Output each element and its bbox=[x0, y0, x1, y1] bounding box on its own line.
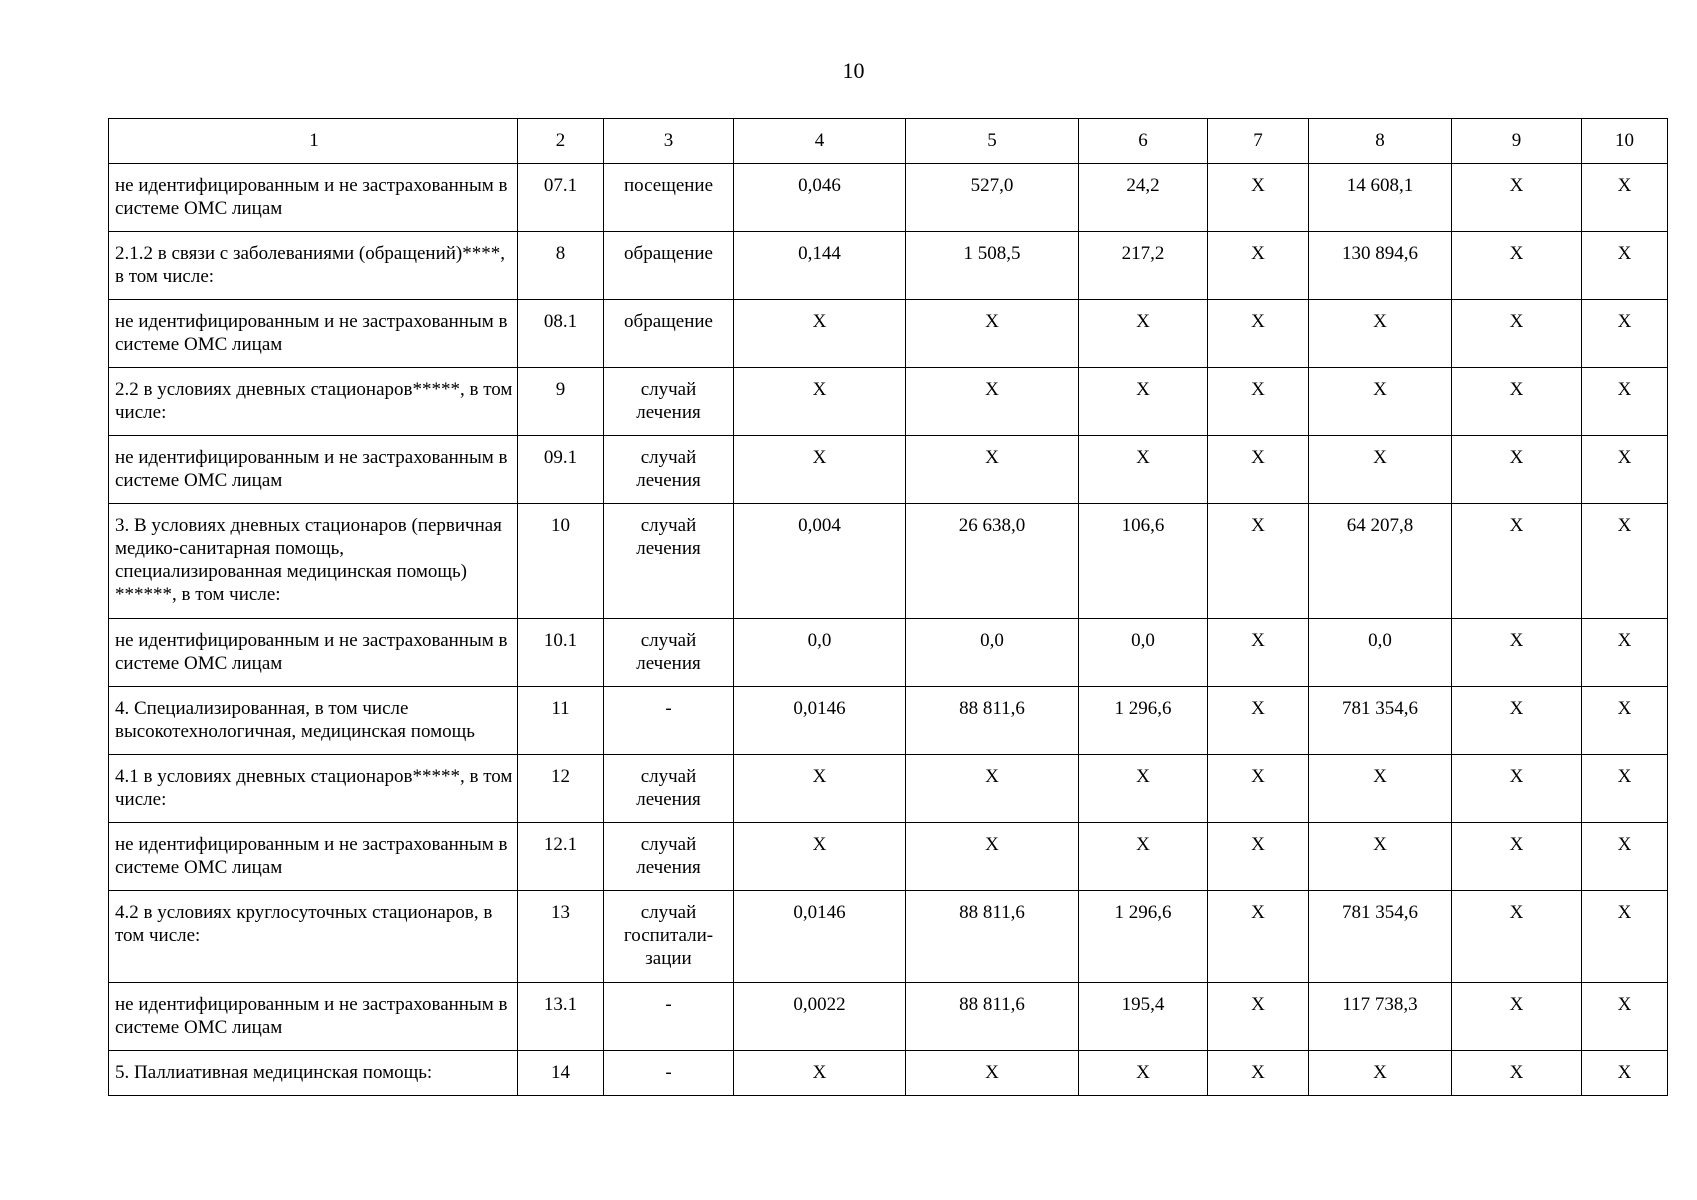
table-cell: 0,0022 bbox=[734, 983, 906, 1051]
header-cell: 1 bbox=[109, 119, 518, 164]
table-cell: 2.2 в условиях дневных стационаров*****, в том числе: bbox=[109, 368, 518, 436]
table-cell: Х bbox=[1208, 983, 1309, 1051]
table-row bbox=[109, 1051, 1668, 1096]
header-cell: 2 bbox=[518, 119, 604, 164]
table-cell: - bbox=[604, 1051, 734, 1096]
table-cell: Х bbox=[1208, 891, 1309, 983]
table-cell: 9 bbox=[518, 368, 604, 436]
table-cell: Х bbox=[1582, 504, 1668, 619]
table-cell: Х bbox=[1582, 823, 1668, 891]
table-row bbox=[109, 232, 1668, 300]
table-cell: Х bbox=[1079, 300, 1208, 368]
table-cell: 14 608,1 bbox=[1309, 164, 1452, 232]
header-cell: 6 bbox=[1079, 119, 1208, 164]
table-cell: Х bbox=[1582, 619, 1668, 687]
table-cell: 88 811,6 bbox=[906, 891, 1079, 983]
header-row bbox=[109, 119, 1668, 164]
table-cell: Х bbox=[1582, 436, 1668, 504]
table-cell: 4.2 в условиях круглосуточных стационаров, в том числе: bbox=[109, 891, 518, 983]
table-cell: 0,0146 bbox=[734, 891, 906, 983]
table-cell: 0,0 bbox=[906, 619, 1079, 687]
header-cell: 4 bbox=[734, 119, 906, 164]
table-cell: 5. Паллиативная медицинская помощь: bbox=[109, 1051, 518, 1096]
table-cell: Х bbox=[1452, 1051, 1582, 1096]
table-cell: 0,0146 bbox=[734, 687, 906, 755]
table-cell: Х bbox=[1582, 755, 1668, 823]
table-cell: Х bbox=[734, 823, 906, 891]
table-cell: Х bbox=[906, 1051, 1079, 1096]
table-cell: 1 296,6 bbox=[1079, 891, 1208, 983]
table-cell: не идентифицированным и не застрахованным в системе ОМС лицам bbox=[109, 300, 518, 368]
table-cell: Х bbox=[906, 368, 1079, 436]
data-table bbox=[108, 118, 1668, 1096]
table-cell: 13.1 bbox=[518, 983, 604, 1051]
table-cell: Х bbox=[1309, 823, 1452, 891]
table-cell: 88 811,6 bbox=[906, 687, 1079, 755]
table-cell: 12 bbox=[518, 755, 604, 823]
table-cell: 10 bbox=[518, 504, 604, 619]
table-cell: Х bbox=[1079, 1051, 1208, 1096]
header-cell: 3 bbox=[604, 119, 734, 164]
table-cell: Х bbox=[1079, 436, 1208, 504]
table-row bbox=[109, 891, 1668, 983]
table-cell: случай лечения bbox=[604, 504, 734, 619]
table-cell: 64 207,8 bbox=[1309, 504, 1452, 619]
table-cell: Х bbox=[1452, 368, 1582, 436]
table-cell: 117 738,3 bbox=[1309, 983, 1452, 1051]
table-cell: Х bbox=[1079, 755, 1208, 823]
table-cell: обращение bbox=[604, 300, 734, 368]
table-cell: 8 bbox=[518, 232, 604, 300]
table-cell: 88 811,6 bbox=[906, 983, 1079, 1051]
table-cell: 781 354,6 bbox=[1309, 891, 1452, 983]
table-row bbox=[109, 164, 1668, 232]
table-cell: 4.1 в условиях дневных стационаров*****, в том числе: bbox=[109, 755, 518, 823]
table-cell: Х bbox=[1452, 823, 1582, 891]
table-cell: Х bbox=[1582, 983, 1668, 1051]
table-cell: 0,0 bbox=[734, 619, 906, 687]
header-cell: 8 bbox=[1309, 119, 1452, 164]
table-cell: - bbox=[604, 983, 734, 1051]
header-cell: 9 bbox=[1452, 119, 1582, 164]
table-cell: Х bbox=[906, 823, 1079, 891]
table-cell: 13 bbox=[518, 891, 604, 983]
table-cell: Х bbox=[1452, 983, 1582, 1051]
table-row bbox=[109, 823, 1668, 891]
table-cell: Х bbox=[1208, 619, 1309, 687]
header-cell: 7 bbox=[1208, 119, 1309, 164]
table-row bbox=[109, 983, 1668, 1051]
table-cell: Х bbox=[906, 755, 1079, 823]
table-cell: Х bbox=[1309, 436, 1452, 504]
table-cell: 195,4 bbox=[1079, 983, 1208, 1051]
table-cell: Х bbox=[906, 436, 1079, 504]
table-cell: 10.1 bbox=[518, 619, 604, 687]
table-cell: Х bbox=[1452, 164, 1582, 232]
table-cell: случай лечения bbox=[604, 619, 734, 687]
table-cell: 26 638,0 bbox=[906, 504, 1079, 619]
table-cell: Х bbox=[1582, 1051, 1668, 1096]
table-cell: 0,046 bbox=[734, 164, 906, 232]
table-cell: Х bbox=[734, 755, 906, 823]
table-cell: Х bbox=[1452, 436, 1582, 504]
table-cell: 0,0 bbox=[1079, 619, 1208, 687]
table-cell: 2.1.2 в связи с заболеваниями (обращений)****, в том числе: bbox=[109, 232, 518, 300]
table-cell: Х bbox=[1208, 1051, 1309, 1096]
table-cell: 106,6 bbox=[1079, 504, 1208, 619]
table-cell: 1 296,6 bbox=[1079, 687, 1208, 755]
table-row bbox=[109, 368, 1668, 436]
table-cell: Х bbox=[1079, 823, 1208, 891]
table-cell: Х bbox=[1208, 755, 1309, 823]
table-cell: не идентифицированным и не застрахованным в системе ОМС лицам bbox=[109, 436, 518, 504]
table-cell: Х bbox=[734, 300, 906, 368]
table-cell: 0,0 bbox=[1309, 619, 1452, 687]
table-cell: - bbox=[604, 687, 734, 755]
table-cell: Х bbox=[1208, 300, 1309, 368]
table-cell: Х bbox=[1452, 619, 1582, 687]
table-cell: 11 bbox=[518, 687, 604, 755]
table-cell: Х bbox=[1208, 823, 1309, 891]
table-cell: Х bbox=[1309, 1051, 1452, 1096]
table-cell: Х bbox=[1582, 300, 1668, 368]
table-row bbox=[109, 619, 1668, 687]
table-cell: 07.1 bbox=[518, 164, 604, 232]
table-cell: 1 508,5 bbox=[906, 232, 1079, 300]
table-cell: Х bbox=[1582, 687, 1668, 755]
header-cell: 5 bbox=[906, 119, 1079, 164]
table-cell: посещение bbox=[604, 164, 734, 232]
table-cell: Х bbox=[1208, 368, 1309, 436]
table-cell: обращение bbox=[604, 232, 734, 300]
table-row bbox=[109, 504, 1668, 619]
table-cell: 130 894,6 bbox=[1309, 232, 1452, 300]
table-cell: Х bbox=[734, 436, 906, 504]
table-cell: Х bbox=[1208, 164, 1309, 232]
table-cell: Х bbox=[734, 1051, 906, 1096]
table-cell: Х bbox=[1452, 755, 1582, 823]
table-cell: Х bbox=[1452, 504, 1582, 619]
table-cell: 24,2 bbox=[1079, 164, 1208, 232]
table-cell: 781 354,6 bbox=[1309, 687, 1452, 755]
table-cell: 527,0 bbox=[906, 164, 1079, 232]
table-cell: Х bbox=[1208, 504, 1309, 619]
table-cell: случай лечения bbox=[604, 436, 734, 504]
table-cell: 4. Специализированная, в том числе высокотехнологичная, медицинская помощь bbox=[109, 687, 518, 755]
table-cell: 3. В условиях дневных стационаров (первичная медико-санитарная помощь, специализированная медицинская помощь) ******, в том числе: bbox=[109, 504, 518, 619]
table-cell: 09.1 bbox=[518, 436, 604, 504]
table-cell: 0,144 bbox=[734, 232, 906, 300]
table-cell: Х bbox=[1582, 891, 1668, 983]
table-cell: случай госпитали-зации bbox=[604, 891, 734, 983]
table-cell: Х bbox=[1582, 232, 1668, 300]
table-cell: не идентифицированным и не застрахованным в системе ОМС лицам bbox=[109, 164, 518, 232]
table-cell: 217,2 bbox=[1079, 232, 1208, 300]
table-cell: Х bbox=[734, 368, 906, 436]
table-cell: случай лечения bbox=[604, 823, 734, 891]
table-cell: Х bbox=[1452, 687, 1582, 755]
page-number: 10 bbox=[842, 58, 865, 83]
table-cell: Х bbox=[1079, 368, 1208, 436]
table-cell: Х bbox=[1452, 891, 1582, 983]
table-cell: Х bbox=[1452, 300, 1582, 368]
table-cell: Х bbox=[1309, 368, 1452, 436]
table-cell: 12.1 bbox=[518, 823, 604, 891]
table-cell: Х bbox=[1208, 436, 1309, 504]
table-cell: не идентифицированным и не застрахованным в системе ОМС лицам bbox=[109, 823, 518, 891]
table-cell: случай лечения bbox=[604, 368, 734, 436]
table-row bbox=[109, 300, 1668, 368]
table-row bbox=[109, 436, 1668, 504]
table-cell: Х bbox=[906, 300, 1079, 368]
table-cell: Х bbox=[1208, 687, 1309, 755]
table-cell: 0,004 bbox=[734, 504, 906, 619]
table-cell: Х bbox=[1309, 755, 1452, 823]
table-cell: 14 bbox=[518, 1051, 604, 1096]
table-row bbox=[109, 687, 1668, 755]
table-row bbox=[109, 755, 1668, 823]
table-cell: Х bbox=[1452, 232, 1582, 300]
table-cell: Х bbox=[1309, 300, 1452, 368]
table-cell: Х bbox=[1208, 232, 1309, 300]
header-cell: 10 bbox=[1582, 119, 1668, 164]
table-cell: случай лечения bbox=[604, 755, 734, 823]
table-cell: Х bbox=[1582, 164, 1668, 232]
table-cell: 08.1 bbox=[518, 300, 604, 368]
table-cell: Х bbox=[1582, 368, 1668, 436]
table-cell: не идентифицированным и не застрахованным в системе ОМС лицам bbox=[109, 983, 518, 1051]
table-cell: не идентифицированным и не застрахованным в системе ОМС лицам bbox=[109, 619, 518, 687]
